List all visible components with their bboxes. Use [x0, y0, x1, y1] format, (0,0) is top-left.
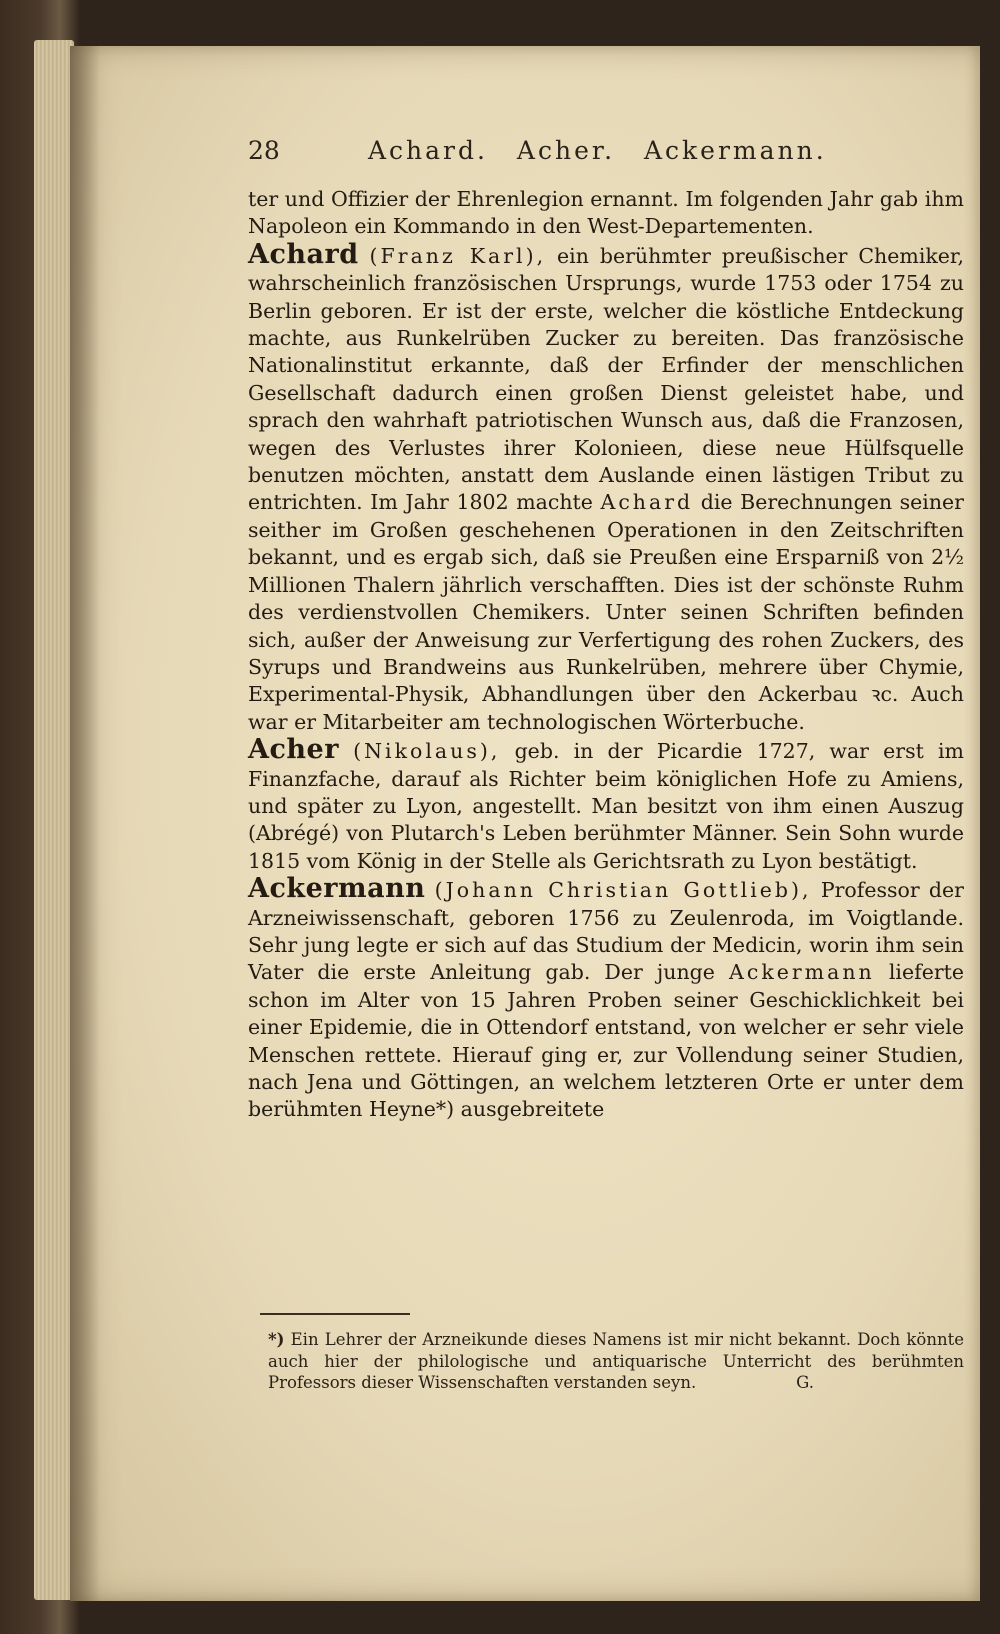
entry-text-continued: lieferte schon im Alter von 15 Jahren Proben seiner Geschicklichkeit bei einer Epidemie, die in Ottendorf entstand, von welcher er sehr viele Menschen rettete. Hierauf ging er, zur Vollendung seiner Studien, nach Jena und Göttingen, an welchem letzteren Orte er unter dem berühmten Heyne*) ausgebreitete	[248, 960, 964, 1122]
main-text	[248, 186, 964, 1124]
footnote-rule	[260, 1313, 410, 1315]
entry-text: ein berühmter preußischer Chemiker, wahrscheinlich französischen Ursprungs, wurde 1753 oder 1754 zu Berlin geboren. Er ist der erste, welcher die köstliche Entdeckung machte, aus Runkelrüben Zucker zu bereiten. Das französische Nationalinstitut erkannte, daß der Erfinder der menschlichen Gesellschaft dadurch einen großen Dienst geleistet habe, und sprach den wahrhaft patriotischen Wunsch aus, daß die Franzosen, wegen des Verlustes ihrer Kolonieen, diese neue Hülfsquelle benutzen möchten, anstatt dem Auslande einen lästigen Tribut zu entrichten. Im Jahr 1802 machte	[248, 243, 964, 515]
page-header	[248, 136, 968, 170]
entry-name: Ackermann	[248, 873, 426, 905]
entry-spaced-name: Achard	[600, 490, 694, 515]
entry-text-continued: die Berechnungen seiner seither im Großen geschehenen Operationen in den Zeitschriften bekannt, und es ergab sich, daß sie Preußen eine Ersparniß von 2½ Millionen Thalern jährlich verschafften. Dies ist der schönste Ruhm des verdienstvollen Chemikers. Unter seinen Schriften befinden sich, außer der Anweisung zur Verfertigung des rohen Zuckers, des Syrups und Brandweins aus Runkelrüben, mehrere über Chymie, Experimental-Physik, Abhandlungen über den Ackerbau ꝛc. Auch war er Mitarbeiter am technologischen Wörterbuche.	[248, 490, 964, 734]
binding-shadow	[70, 46, 100, 1601]
entry-spaced-name: Ackermann	[729, 960, 875, 985]
footnote-text: Ein Lehrer der Arzneikunde dieses Namens ist mir nicht bekannt. Doch könnte auch hier der philologische und antiquarische Unterricht des berühmten Professors dieser Wissenschaften verstanden seyn.	[268, 1330, 964, 1392]
entry-achard	[248, 238, 964, 736]
page-edges	[34, 40, 74, 1600]
entry-given-names: (Franz Karl),	[369, 243, 547, 268]
entry-text: Professor der Arzneiwissenschaft, geboren 1756 zu Zeulenroda, im Voigtlande. Sehr jung legte er sich auf das Studium der Medicin, worin ihm sein Vater die erste Anleitung gab. Der junge	[248, 878, 964, 985]
entry-ackermann	[248, 875, 964, 1124]
running-head: Achard. Acher. Ackermann.	[368, 136, 827, 165]
entry-text: geb. in der Picardie 1727, war erst im Finanzfache, darauf als Richter beim königlichen Hofe zu Amiens, und später zu Lyon, angestellt. Man besitzt von ihm einen Auszug (Abrégé) von Plutarch's Leben berühmter Männer. Sein Sohn wurde 1815 vom König in der Stelle als Gerichtsrath zu Lyon bestätigt.	[248, 739, 964, 873]
entry-acher	[248, 736, 964, 875]
entry-given-names: (Johann Christian Gottlieb),	[434, 878, 812, 903]
entry-name: Acher	[248, 734, 339, 766]
footnote-signature: G.	[796, 1373, 814, 1392]
intro-paragraph: ter und Offizier der Ehrenlegion ernannt. Im folgenden Jahr gab ihm Napoleon ein Kommando in den West-Departementen.	[248, 187, 964, 239]
footnote	[268, 1329, 964, 1394]
page-number: 28	[248, 136, 280, 165]
entry-given-names: (Nikolaus),	[353, 739, 501, 764]
footnote-mark: *)	[268, 1330, 285, 1349]
entry-name: Achard	[248, 238, 359, 270]
